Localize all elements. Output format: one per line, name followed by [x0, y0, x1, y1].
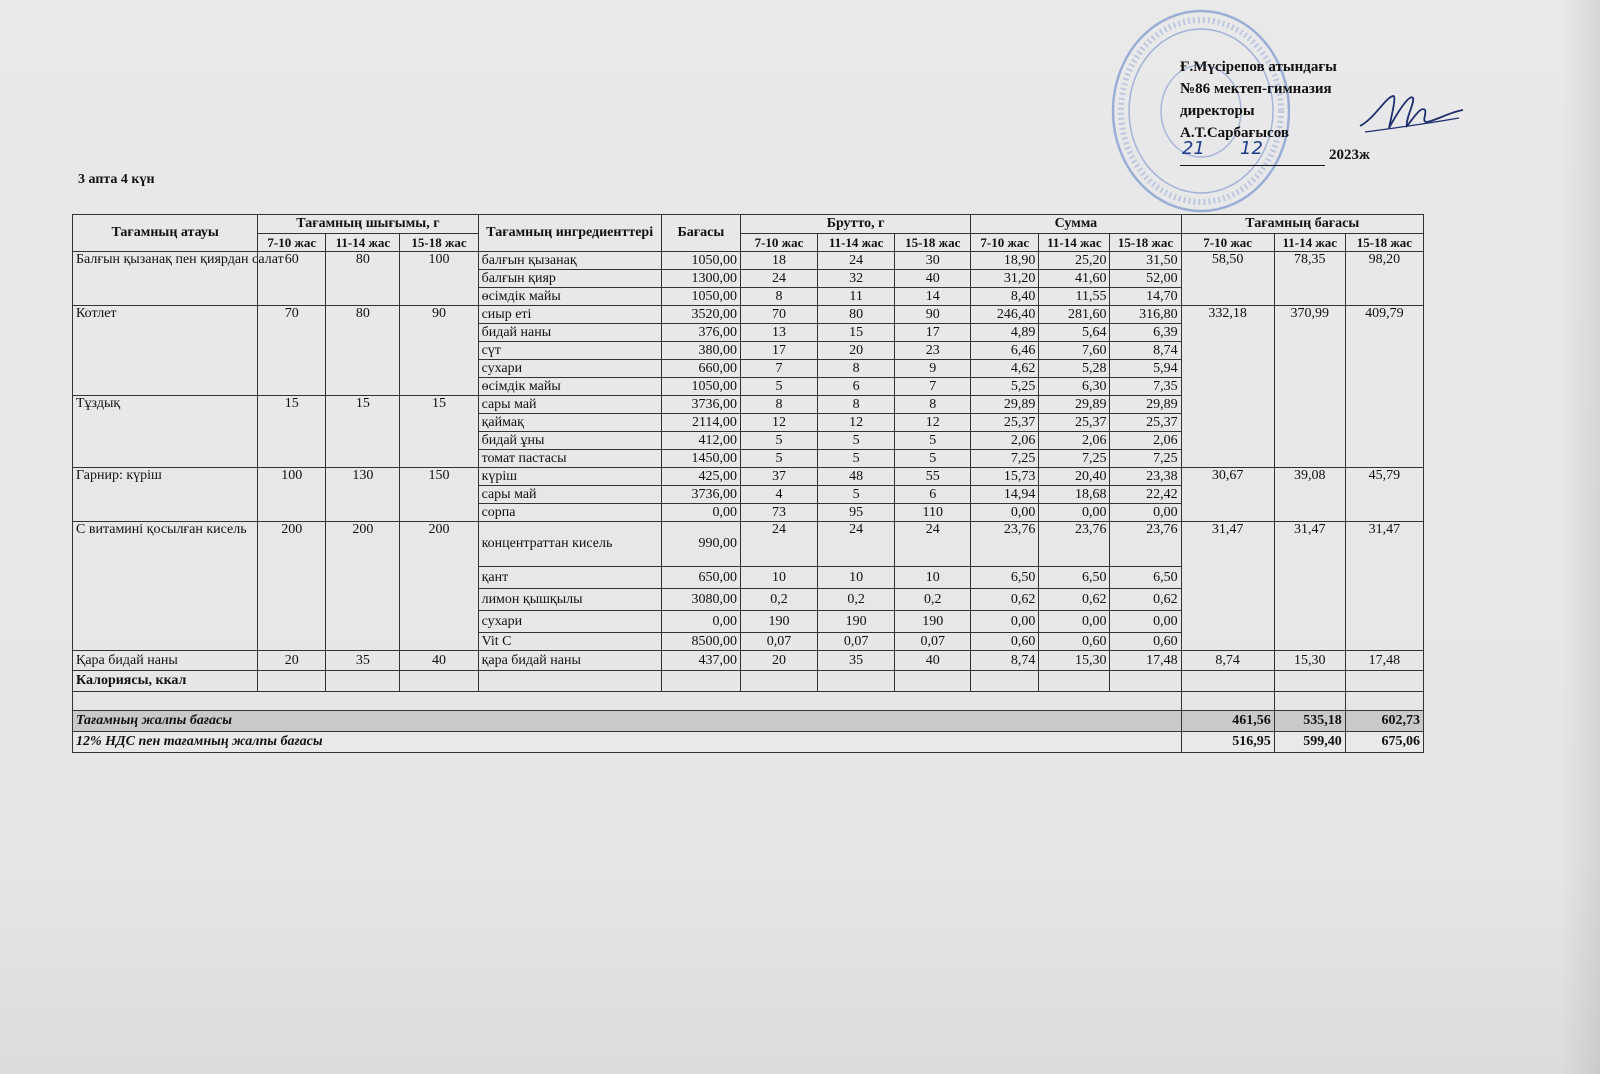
brutto-value: 6	[895, 486, 971, 504]
ingredient-name: сиыр еті	[478, 306, 661, 324]
output-value: 200	[326, 522, 400, 651]
col-ingredients: Тағамның ингредиенттері	[478, 215, 661, 252]
sum-value: 0,60	[971, 633, 1039, 651]
sum-value: 0,00	[1039, 611, 1110, 633]
brutto-value: 30	[895, 252, 971, 270]
sum-value: 316,80	[1110, 306, 1181, 324]
sum-value: 0,60	[1039, 633, 1110, 651]
sum-value: 0,60	[1110, 633, 1181, 651]
brutto-value: 0,2	[818, 589, 895, 611]
dish-name: Котлет	[73, 306, 258, 396]
table-row	[73, 522, 1424, 567]
dish-price-value: 8,74	[1181, 651, 1274, 671]
output-value: 15	[400, 396, 478, 468]
dish-price-value: 30,67	[1181, 468, 1274, 522]
brutto-value: 40	[895, 651, 971, 671]
brutto-value: 5	[818, 432, 895, 450]
sum-value: 5,64	[1039, 324, 1110, 342]
vat-total-label: 12% НДС пен тағамның жалпы бағасы	[73, 732, 1182, 753]
sum-value: 29,89	[1039, 396, 1110, 414]
brutto-value: 80	[818, 306, 895, 324]
brutto-value: 5	[895, 450, 971, 468]
sum-value: 0,00	[1110, 504, 1181, 522]
brutto-value: 24	[740, 270, 817, 288]
sum-value: 0,00	[1039, 504, 1110, 522]
output-value: 150	[400, 468, 478, 522]
sum-value: 18,68	[1039, 486, 1110, 504]
ingredient-name: өсімдік майы	[478, 288, 661, 306]
ingredient-name: Vit C	[478, 633, 661, 651]
sum-value: 14,70	[1110, 288, 1181, 306]
sum-value: 5,94	[1110, 360, 1181, 378]
ingredient-price: 3080,00	[661, 589, 740, 611]
sum-value: 246,40	[971, 306, 1039, 324]
sum-value: 25,37	[1039, 414, 1110, 432]
dish-price-value: 17,48	[1345, 651, 1423, 671]
brutto-value: 0,07	[740, 633, 817, 651]
brutto-value: 70	[740, 306, 817, 324]
dish-name: С витамині қосылған кисель	[73, 522, 258, 651]
dish-name: Тұздық	[73, 396, 258, 468]
sum-value: 5,25	[971, 378, 1039, 396]
total-row	[73, 711, 1424, 732]
output-value: 130	[326, 468, 400, 522]
brutto-value: 5	[895, 432, 971, 450]
ingredient-price: 380,00	[661, 342, 740, 360]
age-header: 11-14 жас	[326, 234, 400, 252]
header-subrow	[73, 234, 1424, 252]
sum-value: 2,06	[1110, 432, 1181, 450]
sum-value: 4,62	[971, 360, 1039, 378]
dish-price-value: 370,99	[1274, 306, 1345, 468]
calories-label: Калориясы, ккал	[73, 671, 258, 692]
dish-price-value: 98,20	[1345, 252, 1423, 306]
brutto-value: 9	[895, 360, 971, 378]
dish-price-value: 332,18	[1181, 306, 1274, 468]
sum-value: 6,50	[1110, 567, 1181, 589]
ingredient-price: 3520,00	[661, 306, 740, 324]
brutto-value: 55	[895, 468, 971, 486]
dish-price-value: 78,35	[1274, 252, 1345, 306]
ingredient-name: лимон қышқылы	[478, 589, 661, 611]
ingredient-price: 1300,00	[661, 270, 740, 288]
brutto-value: 8	[895, 396, 971, 414]
brutto-value: 48	[818, 468, 895, 486]
ingredient-price: 376,00	[661, 324, 740, 342]
output-value: 40	[400, 651, 478, 671]
age-header: 15-18 жас	[400, 234, 478, 252]
output-value: 15	[326, 396, 400, 468]
sum-value: 8,74	[1110, 342, 1181, 360]
sum-value: 8,40	[971, 288, 1039, 306]
sum-value: 0,00	[971, 504, 1039, 522]
brutto-value: 7	[895, 378, 971, 396]
brutto-value: 32	[818, 270, 895, 288]
age-header: 7-10 жас	[258, 234, 326, 252]
ingredient-name: сары май	[478, 396, 661, 414]
brutto-value: 190	[895, 611, 971, 633]
brutto-value: 0,2	[740, 589, 817, 611]
total-label: Тағамның жалпы бағасы	[73, 711, 1182, 732]
brutto-value: 24	[740, 522, 817, 567]
age-header: 11-14 жас	[1274, 234, 1345, 252]
brutto-value: 20	[740, 651, 817, 671]
sum-value: 0,00	[1110, 611, 1181, 633]
brutto-value: 5	[740, 378, 817, 396]
table-row	[73, 252, 1424, 270]
sum-value: 15,73	[971, 468, 1039, 486]
age-header: 15-18 жас	[895, 234, 971, 252]
total-value: 535,18	[1274, 711, 1345, 732]
sum-value: 41,60	[1039, 270, 1110, 288]
dish-price-value: 39,08	[1274, 468, 1345, 522]
sum-value: 11,55	[1039, 288, 1110, 306]
approval-line: Ғ.Мүсірепов атындағы	[1180, 59, 1337, 75]
sum-value: 31,20	[971, 270, 1039, 288]
sum-value: 6,46	[971, 342, 1039, 360]
ingredient-name: балғын қияр	[478, 270, 661, 288]
ingredient-name: сухари	[478, 611, 661, 633]
header-row	[73, 215, 1424, 234]
director-signature	[1355, 88, 1465, 138]
sum-value: 7,25	[1039, 450, 1110, 468]
ingredient-name: томат пастасы	[478, 450, 661, 468]
ingredient-name: сары май	[478, 486, 661, 504]
output-value: 80	[326, 306, 400, 396]
approval-line: директоры	[1180, 103, 1255, 119]
brutto-value: 110	[895, 504, 971, 522]
ingredient-name: балғын қызанақ	[478, 252, 661, 270]
day-title: 3 апта 4 күн	[78, 172, 155, 187]
brutto-value: 0,07	[895, 633, 971, 651]
ingredient-name: концентраттан кисель	[478, 522, 661, 567]
age-header: 11-14 жас	[818, 234, 895, 252]
brutto-value: 13	[740, 324, 817, 342]
sum-value: 14,94	[971, 486, 1039, 504]
brutto-value: 190	[818, 611, 895, 633]
brutto-value: 35	[818, 651, 895, 671]
sum-value: 22,42	[1110, 486, 1181, 504]
col-price: Бағасы	[661, 215, 740, 252]
sum-value: 0,62	[971, 589, 1039, 611]
sum-value: 25,20	[1039, 252, 1110, 270]
brutto-value: 11	[818, 288, 895, 306]
dish-price-value: 31,47	[1274, 522, 1345, 651]
brutto-value: 17	[895, 324, 971, 342]
age-header: 15-18 жас	[1110, 234, 1181, 252]
age-header: 15-18 жас	[1345, 234, 1423, 252]
sum-value: 5,28	[1039, 360, 1110, 378]
col-brutto: Брутто, г	[740, 215, 970, 234]
sum-value: 6,30	[1039, 378, 1110, 396]
brutto-value: 15	[818, 324, 895, 342]
brutto-value: 5	[740, 432, 817, 450]
dish-name: Гарнир: күріш	[73, 468, 258, 522]
brutto-value: 24	[895, 522, 971, 567]
ingredient-name: қара бидай наны	[478, 651, 661, 671]
ingredient-price: 650,00	[661, 567, 740, 589]
dish-price-value: 409,79	[1345, 306, 1423, 468]
ingredient-price: 437,00	[661, 651, 740, 671]
sum-value: 7,60	[1039, 342, 1110, 360]
brutto-value: 23	[895, 342, 971, 360]
approval-date	[1180, 138, 1420, 166]
ingredient-price: 2114,00	[661, 414, 740, 432]
brutto-value: 0,2	[895, 589, 971, 611]
sum-value: 0,62	[1039, 589, 1110, 611]
table-row	[73, 306, 1424, 324]
ingredient-price: 3736,00	[661, 396, 740, 414]
dish-name: Балғын қызанақ пен қиярдан салат	[73, 252, 258, 306]
brutto-value: 20	[818, 342, 895, 360]
sum-value: 23,76	[971, 522, 1039, 567]
sum-value: 0,00	[971, 611, 1039, 633]
ingredient-price: 412,00	[661, 432, 740, 450]
output-value: 100	[400, 252, 478, 306]
brutto-value: 8	[818, 360, 895, 378]
ingredient-name: сухари	[478, 360, 661, 378]
brutto-value: 7	[740, 360, 817, 378]
dish-price-value: 58,50	[1181, 252, 1274, 306]
approval-line: А.Т.Сарбағысов	[1180, 125, 1289, 141]
brutto-value: 10	[740, 567, 817, 589]
approval-date-day: 21	[1182, 138, 1205, 159]
total-value: 602,73	[1345, 711, 1423, 732]
brutto-value: 95	[818, 504, 895, 522]
age-header: 7-10 жас	[740, 234, 817, 252]
ingredient-name: күріш	[478, 468, 661, 486]
brutto-value: 37	[740, 468, 817, 486]
ingredient-price: 1450,00	[661, 450, 740, 468]
sum-value: 2,06	[971, 432, 1039, 450]
sum-value: 7,35	[1110, 378, 1181, 396]
sum-value: 6,50	[971, 567, 1039, 589]
table-row	[73, 468, 1424, 486]
ingredient-price: 0,00	[661, 504, 740, 522]
col-sum: Сумма	[971, 215, 1181, 234]
blank-row	[73, 692, 1424, 711]
dish-price-value: 45,79	[1345, 468, 1423, 522]
sum-value: 31,50	[1110, 252, 1181, 270]
approval-date-month: 12	[1240, 138, 1263, 159]
brutto-value: 90	[895, 306, 971, 324]
brutto-value: 5	[740, 450, 817, 468]
age-header: 7-10 жас	[1181, 234, 1274, 252]
output-value: 200	[258, 522, 326, 651]
ingredient-price: 425,00	[661, 468, 740, 486]
brutto-value: 18	[740, 252, 817, 270]
brutto-value: 8	[740, 396, 817, 414]
sum-value: 25,37	[971, 414, 1039, 432]
brutto-value: 8	[818, 396, 895, 414]
sum-value: 23,76	[1039, 522, 1110, 567]
brutto-value: 14	[895, 288, 971, 306]
output-value: 15	[258, 396, 326, 468]
brutto-value: 6	[818, 378, 895, 396]
sum-value: 7,25	[1110, 450, 1181, 468]
output-value: 200	[400, 522, 478, 651]
sum-value: 6,50	[1039, 567, 1110, 589]
sum-value: 18,90	[971, 252, 1039, 270]
sum-value: 23,38	[1110, 468, 1181, 486]
ingredient-price: 1050,00	[661, 288, 740, 306]
brutto-value: 40	[895, 270, 971, 288]
sum-value: 6,39	[1110, 324, 1181, 342]
brutto-value: 24	[818, 522, 895, 567]
sum-value: 7,25	[971, 450, 1039, 468]
sum-value: 281,60	[1039, 306, 1110, 324]
brutto-value: 10	[818, 567, 895, 589]
sum-value: 20,40	[1039, 468, 1110, 486]
vat-total-row	[73, 732, 1424, 753]
ingredient-price: 990,00	[661, 522, 740, 567]
ingredient-price: 3736,00	[661, 486, 740, 504]
sum-value: 15,30	[1039, 651, 1110, 671]
sum-value: 25,37	[1110, 414, 1181, 432]
brutto-value: 12	[740, 414, 817, 432]
sum-value: 29,89	[1110, 396, 1181, 414]
sum-value: 4,89	[971, 324, 1039, 342]
output-value: 90	[400, 306, 478, 396]
brutto-value: 0,07	[818, 633, 895, 651]
approval-year: 2023ж	[1329, 147, 1370, 163]
ingredient-price: 0,00	[661, 611, 740, 633]
sum-value: 8,74	[971, 651, 1039, 671]
page-edge-shadow	[1560, 0, 1600, 1074]
ingredient-name: қант	[478, 567, 661, 589]
approval-line: №86 мектеп-гимназия	[1180, 81, 1332, 97]
brutto-value: 12	[818, 414, 895, 432]
ingredient-name: бидай наны	[478, 324, 661, 342]
dish-price-value: 31,47	[1181, 522, 1274, 651]
brutto-value: 5	[818, 486, 895, 504]
brutto-value: 12	[895, 414, 971, 432]
ingredient-price: 660,00	[661, 360, 740, 378]
col-output: Тағамның шығымы, г	[258, 215, 478, 234]
sum-value: 17,48	[1110, 651, 1181, 671]
total-value: 461,56	[1181, 711, 1274, 732]
output-value: 20	[258, 651, 326, 671]
age-header: 7-10 жас	[971, 234, 1039, 252]
dish-name: Қара бидай наны	[73, 651, 258, 671]
vat-total-value: 675,06	[1345, 732, 1423, 753]
sum-value: 0,62	[1110, 589, 1181, 611]
output-value: 80	[326, 252, 400, 306]
brutto-value: 10	[895, 567, 971, 589]
brutto-value: 8	[740, 288, 817, 306]
brutto-value: 73	[740, 504, 817, 522]
ingredient-name: өсімдік майы	[478, 378, 661, 396]
sum-value: 2,06	[1039, 432, 1110, 450]
ingredient-price: 1050,00	[661, 252, 740, 270]
brutto-value: 5	[818, 450, 895, 468]
sum-value: 29,89	[971, 396, 1039, 414]
ingredient-name: қаймақ	[478, 414, 661, 432]
vat-total-value: 599,40	[1274, 732, 1345, 753]
output-value: 70	[258, 306, 326, 396]
ingredient-name: бидай ұны	[478, 432, 661, 450]
vat-total-value: 516,95	[1181, 732, 1274, 753]
ingredient-name: сорпа	[478, 504, 661, 522]
ingredient-price: 1050,00	[661, 378, 740, 396]
col-dish-name: Тағамның атауы	[73, 215, 258, 252]
output-value: 35	[326, 651, 400, 671]
brutto-value: 17	[740, 342, 817, 360]
col-dish-price: Тағамның бағасы	[1181, 215, 1423, 234]
ingredient-name: сүт	[478, 342, 661, 360]
brutto-value: 4	[740, 486, 817, 504]
dish-price-value: 31,47	[1345, 522, 1423, 651]
output-value: 100	[258, 468, 326, 522]
output-value: 60	[258, 252, 326, 306]
age-header: 11-14 жас	[1039, 234, 1110, 252]
sum-value: 23,76	[1110, 522, 1181, 567]
menu-table	[72, 214, 1424, 753]
dish-price-value: 15,30	[1274, 651, 1345, 671]
table-row	[73, 651, 1424, 671]
sum-value: 52,00	[1110, 270, 1181, 288]
brutto-value: 24	[818, 252, 895, 270]
ingredient-price: 8500,00	[661, 633, 740, 651]
calories-row	[73, 671, 1424, 692]
brutto-value: 190	[740, 611, 817, 633]
